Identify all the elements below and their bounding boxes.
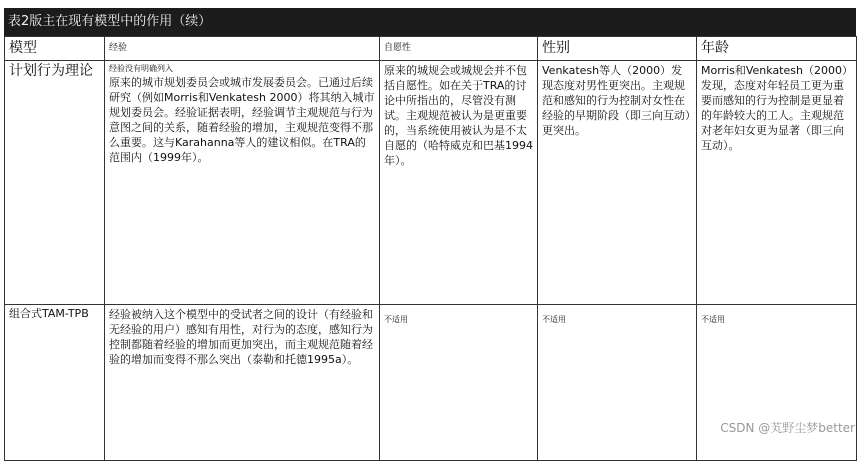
header-model: 模型: [5, 37, 105, 61]
moderators-table: [4, 36, 857, 461]
not-applicable-text: 不适用: [384, 315, 408, 324]
header-row: [5, 37, 857, 61]
gender-cell: [538, 61, 697, 305]
age-text: Morris和Venkatesh（2000）发现，态度对年轻员工更为重要而感知的行为控制是更显着的年龄较大的工人。主观规范对老年妇女更为显著（即三向互动）。: [701, 64, 848, 152]
table-title: 表2版主在现有模型中的作用（续）: [4, 8, 856, 36]
experience-text: 原来的城市规划委员会或城市发展委员会。已通过后续研究（例如Morris和Venkatesh 2000）将其纳入城市规划委员会。经验证据表明，经验调节主观规范与行为意图之间的关系，随着经验的增加，主观规范变得不那么重要。这与Karahanna等人的建议相似。在TRA的范围内（1999年）。: [109, 76, 375, 164]
header-experience: 经验: [105, 37, 380, 61]
age-cell: [697, 61, 857, 305]
voluntariness-cell: [380, 305, 538, 461]
experience-cell: [105, 305, 380, 461]
experience-text: 经验被纳入这个模型中的受试者之间的设计（有经验和无经验的用户）感知有用性，对行为的态度，感知行为控制都随着经验的增加而更加突出，而主观规范随着经验的增加而变得不那么突出（泰勒和托德1995a）。: [109, 308, 373, 366]
experience-note: 经验没有明确列入: [109, 64, 173, 73]
not-applicable-text: 不适用: [542, 315, 566, 324]
experience-cell: [105, 61, 380, 305]
header-voluntariness: 自愿性: [380, 37, 538, 61]
watermark: CSDN @芄野尘梦better: [720, 421, 855, 435]
voluntariness-text: 原来的城规会或城规会并不包括自愿性。如在关于TRA的讨论中所指出的，尽管没有测试。主观规范被认为是更重要的，当系统使用被认为是不太自愿的（哈特威克和巴基1994年）。: [384, 64, 533, 167]
not-applicable-text: 不适用: [701, 315, 725, 324]
gender-cell: [538, 305, 697, 461]
table-row: [5, 61, 857, 305]
model-name: 计划行为理论: [5, 61, 105, 305]
table-row: [5, 305, 857, 461]
age-cell: [697, 305, 857, 461]
gender-text: Venkatesh等人（2000）发现态度对男性更突出。主观规范和感知的行为控制对女性在经验的早期阶段（即三向互动）更突出。: [542, 64, 691, 137]
voluntariness-cell: [380, 61, 538, 305]
model-name: 组合式TAM-TPB: [5, 305, 105, 461]
header-age: 年龄: [697, 37, 857, 61]
header-gender: 性别: [538, 37, 697, 61]
